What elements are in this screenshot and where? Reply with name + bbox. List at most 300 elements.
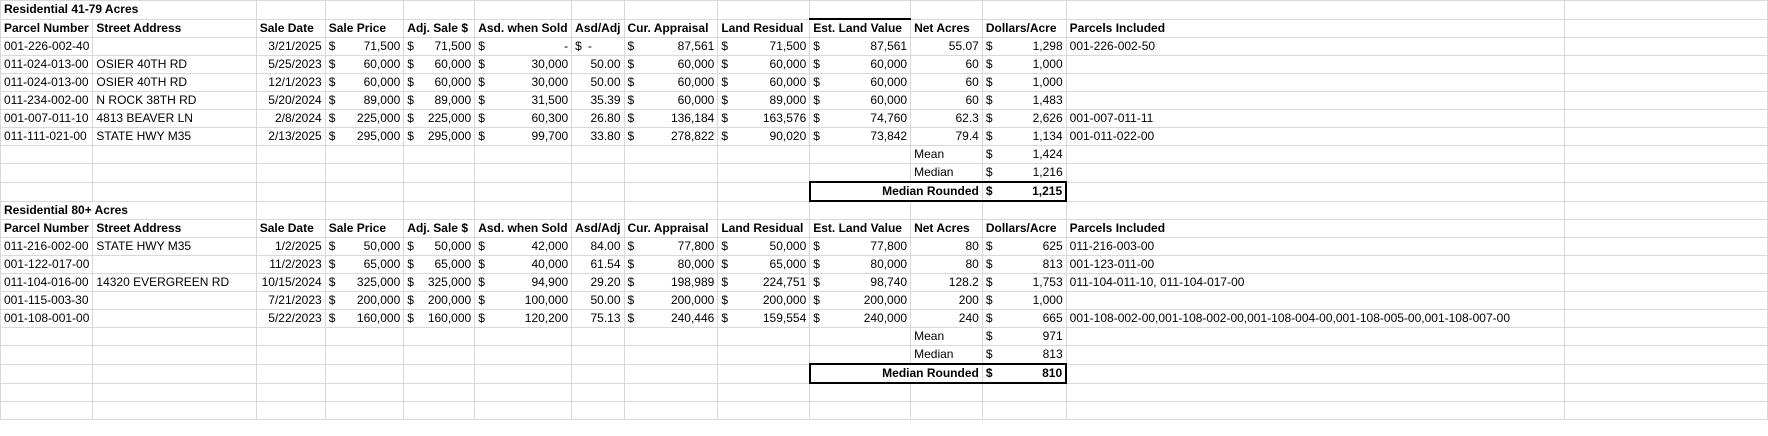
parcels-included-cell[interactable]: 001-226-002-50: [1066, 38, 1565, 56]
land-residual-cell[interactable]: [718, 74, 810, 92]
empty-cell[interactable]: [718, 383, 810, 402]
column-header[interactable]: Parcels Included: [1066, 19, 1565, 38]
empty-cell[interactable]: [1066, 328, 1565, 346]
empty-cell[interactable]: [93, 346, 256, 365]
empty-cell[interactable]: [1565, 346, 1768, 365]
column-header[interactable]: Street Address: [93, 19, 256, 38]
empty-cell[interactable]: [810, 1, 911, 20]
adj-sale-cell[interactable]: [404, 274, 475, 292]
est-land-value-cell[interactable]: [810, 92, 911, 110]
adj-sale-cell[interactable]: [404, 310, 475, 328]
column-header[interactable]: Sale Price: [325, 19, 404, 38]
land-residual-cell[interactable]: [718, 110, 810, 128]
column-header[interactable]: Dollars/Acre: [982, 220, 1066, 238]
empty-cell[interactable]: [1565, 1, 1768, 20]
empty-cell[interactable]: [256, 328, 325, 346]
empty-cell[interactable]: [404, 383, 475, 402]
parcels-included-cell[interactable]: 001-007-011-11: [1066, 110, 1565, 128]
empty-cell[interactable]: [911, 201, 983, 220]
adj-sale-cell[interactable]: [404, 110, 475, 128]
cur-appraisal-cell[interactable]: [624, 274, 718, 292]
column-header[interactable]: Dollars/Acre: [982, 19, 1066, 38]
empty-cell[interactable]: [624, 364, 718, 383]
empty-cell[interactable]: [624, 402, 718, 420]
empty-cell[interactable]: [475, 182, 572, 201]
asd-when-sold-cell[interactable]: [475, 128, 572, 146]
empty-cell[interactable]: [1565, 274, 1768, 292]
parcels-included-cell[interactable]: 001-108-002-00,001-108-002-00,001-108-004-00,001-108-005-00,001-108-007-00: [1066, 310, 1565, 328]
street-address-cell[interactable]: [93, 38, 256, 56]
empty-cell[interactable]: [624, 201, 718, 220]
net-acres-cell[interactable]: 80: [911, 238, 983, 256]
adj-sale-cell[interactable]: [404, 38, 475, 56]
median-rounded-label[interactable]: Median Rounded: [810, 364, 983, 383]
empty-cell[interactable]: [404, 164, 475, 183]
street-address-cell[interactable]: 4813 BEAVER LN: [93, 110, 256, 128]
empty-cell[interactable]: [572, 383, 624, 402]
empty-cell[interactable]: [1565, 182, 1768, 201]
empty-cell[interactable]: [624, 328, 718, 346]
empty-cell[interactable]: [982, 383, 1066, 402]
empty-cell[interactable]: [93, 164, 256, 183]
section-title[interactable]: Residential 41-79 Acres: [1, 1, 257, 20]
empty-cell[interactable]: [1066, 364, 1565, 383]
empty-cell[interactable]: [475, 1, 572, 20]
empty-cell[interactable]: [624, 1, 718, 20]
asd-adj-cell[interactable]: 29.20: [572, 274, 624, 292]
empty-cell[interactable]: [1, 164, 93, 183]
parcels-included-cell[interactable]: [1066, 56, 1565, 74]
empty-cell[interactable]: [1066, 1, 1565, 20]
empty-cell[interactable]: [1565, 310, 1768, 328]
asd-when-sold-cell[interactable]: [475, 74, 572, 92]
column-header[interactable]: Est. Land Value: [810, 220, 911, 238]
empty-cell[interactable]: [404, 402, 475, 420]
empty-cell[interactable]: [1565, 56, 1768, 74]
sale-price-cell[interactable]: [325, 310, 404, 328]
asd-adj-cell[interactable]: 50.00: [572, 292, 624, 310]
sale-price-cell[interactable]: [325, 238, 404, 256]
adj-sale-cell[interactable]: [404, 238, 475, 256]
empty-cell[interactable]: [1565, 74, 1768, 92]
empty-cell[interactable]: [475, 164, 572, 183]
empty-cell[interactable]: [1066, 146, 1565, 164]
empty-cell[interactable]: [325, 146, 404, 164]
column-header[interactable]: Cur. Appraisal: [624, 220, 718, 238]
empty-cell[interactable]: [404, 201, 475, 220]
parcel-number-cell[interactable]: 001-226-002-40: [1, 38, 93, 56]
column-header[interactable]: Sale Date: [256, 220, 325, 238]
empty-cell[interactable]: [1, 383, 93, 402]
net-acres-cell[interactable]: 55.07: [911, 38, 983, 56]
mean-value[interactable]: [982, 328, 1066, 346]
empty-cell[interactable]: [1565, 238, 1768, 256]
parcel-number-cell[interactable]: 001-007-011-10: [1, 110, 93, 128]
empty-cell[interactable]: [1565, 19, 1768, 38]
sale-date-cell[interactable]: 10/15/2024: [256, 274, 325, 292]
parcel-number-cell[interactable]: 011-104-016-00: [1, 274, 93, 292]
sale-price-cell[interactable]: [325, 92, 404, 110]
mean-label[interactable]: Mean: [911, 328, 983, 346]
cur-appraisal-cell[interactable]: [624, 292, 718, 310]
empty-cell[interactable]: [718, 402, 810, 420]
dollars-per-acre-cell[interactable]: [982, 92, 1066, 110]
cur-appraisal-cell[interactable]: [624, 74, 718, 92]
est-land-value-cell[interactable]: [810, 310, 911, 328]
est-land-value-cell[interactable]: [810, 256, 911, 274]
sale-price-cell[interactable]: [325, 128, 404, 146]
empty-cell[interactable]: [404, 1, 475, 20]
empty-cell[interactable]: [624, 146, 718, 164]
median-label[interactable]: Median: [911, 164, 983, 183]
est-land-value-cell[interactable]: [810, 128, 911, 146]
est-land-value-cell[interactable]: [810, 74, 911, 92]
est-land-value-cell[interactable]: [810, 56, 911, 74]
empty-cell[interactable]: [718, 146, 810, 164]
empty-cell[interactable]: [325, 364, 404, 383]
asd-adj-cell[interactable]: 50.00: [572, 56, 624, 74]
empty-cell[interactable]: [911, 383, 983, 402]
empty-cell[interactable]: [572, 402, 624, 420]
median-value[interactable]: [982, 164, 1066, 183]
adj-sale-cell[interactable]: [404, 56, 475, 74]
adj-sale-cell[interactable]: [404, 74, 475, 92]
sale-price-cell[interactable]: [325, 38, 404, 56]
empty-cell[interactable]: [718, 328, 810, 346]
adj-sale-cell[interactable]: [404, 292, 475, 310]
column-header[interactable]: Asd. when Sold: [475, 19, 572, 38]
empty-cell[interactable]: [1565, 164, 1768, 183]
empty-cell[interactable]: [810, 328, 911, 346]
empty-cell[interactable]: [911, 402, 983, 420]
est-land-value-cell[interactable]: [810, 38, 911, 56]
mean-value[interactable]: [982, 146, 1066, 164]
street-address-cell[interactable]: [93, 292, 256, 310]
net-acres-cell[interactable]: 79.4: [911, 128, 983, 146]
cur-appraisal-cell[interactable]: [624, 110, 718, 128]
empty-cell[interactable]: [1565, 292, 1768, 310]
column-header[interactable]: Street Address: [93, 220, 256, 238]
parcels-included-cell[interactable]: 011-216-003-00: [1066, 238, 1565, 256]
cur-appraisal-cell[interactable]: [624, 92, 718, 110]
asd-adj-cell[interactable]: 50.00: [572, 74, 624, 92]
empty-cell[interactable]: [325, 182, 404, 201]
empty-cell[interactable]: [1565, 201, 1768, 220]
dollars-per-acre-cell[interactable]: [982, 128, 1066, 146]
street-address-cell[interactable]: OSIER 40TH RD: [93, 56, 256, 74]
empty-cell[interactable]: [810, 383, 911, 402]
asd-when-sold-cell[interactable]: [475, 38, 572, 56]
empty-cell[interactable]: [93, 182, 256, 201]
asd-when-sold-cell[interactable]: [475, 310, 572, 328]
parcel-number-cell[interactable]: 001-122-017-00: [1, 256, 93, 274]
empty-cell[interactable]: [810, 146, 911, 164]
land-residual-cell[interactable]: [718, 56, 810, 74]
empty-cell[interactable]: [718, 346, 810, 365]
dollars-per-acre-cell[interactable]: [982, 38, 1066, 56]
parcel-number-cell[interactable]: 001-115-003-30: [1, 292, 93, 310]
adj-sale-cell[interactable]: [404, 92, 475, 110]
empty-cell[interactable]: [810, 164, 911, 183]
empty-cell[interactable]: [572, 364, 624, 383]
empty-cell[interactable]: [1066, 346, 1565, 365]
parcel-number-cell[interactable]: 011-024-013-00: [1, 56, 93, 74]
sale-date-cell[interactable]: 11/2/2023: [256, 256, 325, 274]
street-address-cell[interactable]: [93, 256, 256, 274]
column-header[interactable]: Est. Land Value: [810, 19, 911, 38]
empty-cell[interactable]: [624, 346, 718, 365]
empty-cell[interactable]: [810, 346, 911, 365]
column-header[interactable]: Land Residual: [718, 220, 810, 238]
empty-cell[interactable]: [718, 201, 810, 220]
empty-cell[interactable]: [1565, 92, 1768, 110]
empty-cell[interactable]: [1, 364, 93, 383]
asd-when-sold-cell[interactable]: [475, 292, 572, 310]
sale-date-cell[interactable]: 12/1/2023: [256, 74, 325, 92]
parcel-number-cell[interactable]: 001-108-001-00: [1, 310, 93, 328]
land-residual-cell[interactable]: [718, 128, 810, 146]
empty-cell[interactable]: [624, 182, 718, 201]
empty-cell[interactable]: [572, 146, 624, 164]
empty-cell[interactable]: [325, 346, 404, 365]
parcels-included-cell[interactable]: [1066, 92, 1565, 110]
empty-cell[interactable]: [93, 146, 256, 164]
cur-appraisal-cell[interactable]: [624, 310, 718, 328]
empty-cell[interactable]: [475, 364, 572, 383]
dollars-per-acre-cell[interactable]: [982, 238, 1066, 256]
empty-cell[interactable]: [404, 328, 475, 346]
empty-cell[interactable]: [475, 328, 572, 346]
column-header[interactable]: Parcels Included: [1066, 220, 1565, 238]
empty-cell[interactable]: [911, 1, 983, 20]
column-header[interactable]: Sale Price: [325, 220, 404, 238]
sale-date-cell[interactable]: 7/21/2023: [256, 292, 325, 310]
parcel-number-cell[interactable]: 011-216-002-00: [1, 238, 93, 256]
land-residual-cell[interactable]: [718, 256, 810, 274]
parcels-included-cell[interactable]: [1066, 292, 1565, 310]
empty-cell[interactable]: [325, 328, 404, 346]
cur-appraisal-cell[interactable]: [624, 128, 718, 146]
empty-cell[interactable]: [1, 182, 93, 201]
empty-cell[interactable]: [256, 383, 325, 402]
sale-price-cell[interactable]: [325, 256, 404, 274]
empty-cell[interactable]: [475, 346, 572, 365]
asd-adj-cell[interactable]: 35.39: [572, 92, 624, 110]
land-residual-cell[interactable]: [718, 292, 810, 310]
dollars-per-acre-cell[interactable]: [982, 274, 1066, 292]
sale-price-cell[interactable]: [325, 74, 404, 92]
sale-date-cell[interactable]: 2/8/2024: [256, 110, 325, 128]
est-land-value-cell[interactable]: [810, 274, 911, 292]
parcel-number-cell[interactable]: 011-234-002-00: [1, 92, 93, 110]
empty-cell[interactable]: [982, 402, 1066, 420]
column-header[interactable]: Asd/Adj: [572, 19, 624, 38]
empty-cell[interactable]: [404, 346, 475, 365]
est-land-value-cell[interactable]: [810, 110, 911, 128]
cur-appraisal-cell[interactable]: [624, 38, 718, 56]
sale-price-cell[interactable]: [325, 56, 404, 74]
empty-cell[interactable]: [256, 1, 325, 20]
empty-cell[interactable]: [256, 146, 325, 164]
empty-cell[interactable]: [256, 164, 325, 183]
asd-adj-cell[interactable]: [572, 38, 624, 56]
net-acres-cell[interactable]: 62.3: [911, 110, 983, 128]
empty-cell[interactable]: [572, 201, 624, 220]
median-rounded-value[interactable]: [982, 182, 1066, 201]
empty-cell[interactable]: [93, 364, 256, 383]
median-label[interactable]: Median: [911, 346, 983, 365]
empty-cell[interactable]: [475, 383, 572, 402]
empty-cell[interactable]: [624, 164, 718, 183]
median-value[interactable]: [982, 346, 1066, 365]
empty-cell[interactable]: [1565, 38, 1768, 56]
empty-cell[interactable]: [256, 182, 325, 201]
dollars-per-acre-cell[interactable]: [982, 292, 1066, 310]
net-acres-cell[interactable]: 80: [911, 256, 983, 274]
empty-cell[interactable]: [718, 1, 810, 20]
empty-cell[interactable]: [1066, 201, 1565, 220]
empty-cell[interactable]: [325, 383, 404, 402]
column-header[interactable]: Asd/Adj: [572, 220, 624, 238]
empty-cell[interactable]: [325, 1, 404, 20]
net-acres-cell[interactable]: 60: [911, 74, 983, 92]
empty-cell[interactable]: [810, 402, 911, 420]
empty-cell[interactable]: [404, 182, 475, 201]
empty-cell[interactable]: [93, 383, 256, 402]
street-address-cell[interactable]: OSIER 40TH RD: [93, 74, 256, 92]
dollars-per-acre-cell[interactable]: [982, 74, 1066, 92]
empty-cell[interactable]: [572, 182, 624, 201]
empty-cell[interactable]: [718, 164, 810, 183]
empty-cell[interactable]: [475, 201, 572, 220]
est-land-value-cell[interactable]: [810, 292, 911, 310]
empty-cell[interactable]: [1565, 256, 1768, 274]
dollars-per-acre-cell[interactable]: [982, 256, 1066, 274]
median-rounded-value[interactable]: [982, 364, 1066, 383]
column-header[interactable]: Adj. Sale $: [404, 19, 475, 38]
empty-cell[interactable]: [256, 201, 325, 220]
section-title[interactable]: Residential 80+ Acres: [1, 201, 257, 220]
net-acres-cell[interactable]: 200: [911, 292, 983, 310]
street-address-cell[interactable]: STATE HWY M35: [93, 128, 256, 146]
land-residual-cell[interactable]: [718, 274, 810, 292]
asd-when-sold-cell[interactable]: [475, 56, 572, 74]
empty-cell[interactable]: [325, 201, 404, 220]
street-address-cell[interactable]: N ROCK 38TH RD: [93, 92, 256, 110]
empty-cell[interactable]: [325, 402, 404, 420]
cur-appraisal-cell[interactable]: [624, 56, 718, 74]
land-residual-cell[interactable]: [718, 38, 810, 56]
asd-adj-cell[interactable]: 84.00: [572, 238, 624, 256]
dollars-per-acre-cell[interactable]: [982, 56, 1066, 74]
column-header[interactable]: Cur. Appraisal: [624, 19, 718, 38]
empty-cell[interactable]: [810, 201, 911, 220]
empty-cell[interactable]: [624, 383, 718, 402]
street-address-cell[interactable]: 14320 EVERGREEN RD: [93, 274, 256, 292]
empty-cell[interactable]: [1, 328, 93, 346]
empty-cell[interactable]: [475, 402, 572, 420]
column-header[interactable]: Sale Date: [256, 19, 325, 38]
net-acres-cell[interactable]: 60: [911, 92, 983, 110]
street-address-cell[interactable]: STATE HWY M35: [93, 238, 256, 256]
sale-date-cell[interactable]: 2/13/2025: [256, 128, 325, 146]
empty-cell[interactable]: [404, 364, 475, 383]
empty-cell[interactable]: [1, 402, 93, 420]
net-acres-cell[interactable]: 60: [911, 56, 983, 74]
empty-cell[interactable]: [982, 1, 1066, 20]
empty-cell[interactable]: [718, 364, 810, 383]
empty-cell[interactable]: [325, 164, 404, 183]
empty-cell[interactable]: [718, 182, 810, 201]
empty-cell[interactable]: [93, 402, 256, 420]
adj-sale-cell[interactable]: [404, 256, 475, 274]
parcels-included-cell[interactable]: [1066, 74, 1565, 92]
parcels-included-cell[interactable]: 001-123-011-00: [1066, 256, 1565, 274]
asd-adj-cell[interactable]: 33.80: [572, 128, 624, 146]
column-header[interactable]: Land Residual: [718, 19, 810, 38]
dollars-per-acre-cell[interactable]: [982, 310, 1066, 328]
empty-cell[interactable]: [572, 346, 624, 365]
asd-when-sold-cell[interactable]: [475, 238, 572, 256]
empty-cell[interactable]: [1066, 182, 1565, 201]
column-header[interactable]: Net Acres: [911, 19, 983, 38]
empty-cell[interactable]: [1066, 383, 1565, 402]
sale-price-cell[interactable]: [325, 274, 404, 292]
median-rounded-label[interactable]: Median Rounded: [810, 182, 983, 201]
asd-when-sold-cell[interactable]: [475, 92, 572, 110]
empty-cell[interactable]: [256, 346, 325, 365]
net-acres-cell[interactable]: 240: [911, 310, 983, 328]
asd-adj-cell[interactable]: 61.54: [572, 256, 624, 274]
empty-cell[interactable]: [1066, 402, 1565, 420]
empty-cell[interactable]: [572, 328, 624, 346]
land-residual-cell[interactable]: [718, 310, 810, 328]
empty-cell[interactable]: [256, 364, 325, 383]
asd-when-sold-cell[interactable]: [475, 274, 572, 292]
sale-date-cell[interactable]: 5/25/2023: [256, 56, 325, 74]
street-address-cell[interactable]: [93, 310, 256, 328]
empty-cell[interactable]: [404, 146, 475, 164]
dollars-per-acre-cell[interactable]: [982, 110, 1066, 128]
column-header[interactable]: Asd. when Sold: [475, 220, 572, 238]
asd-when-sold-cell[interactable]: [475, 110, 572, 128]
land-residual-cell[interactable]: [718, 92, 810, 110]
cur-appraisal-cell[interactable]: [624, 256, 718, 274]
parcel-number-cell[interactable]: 011-111-021-00: [1, 128, 93, 146]
column-header[interactable]: Parcel Number: [1, 19, 93, 38]
parcels-included-cell[interactable]: 011-104-011-10, 011-104-017-00: [1066, 274, 1565, 292]
column-header[interactable]: Parcel Number: [1, 220, 93, 238]
sale-date-cell[interactable]: 1/2/2025: [256, 238, 325, 256]
net-acres-cell[interactable]: 128.2: [911, 274, 983, 292]
sale-date-cell[interactable]: 3/21/2025: [256, 38, 325, 56]
sale-date-cell[interactable]: 5/20/2024: [256, 92, 325, 110]
land-residual-cell[interactable]: [718, 238, 810, 256]
empty-cell[interactable]: [1565, 383, 1768, 402]
sale-price-cell[interactable]: [325, 292, 404, 310]
empty-cell[interactable]: [1565, 364, 1768, 383]
empty-cell[interactable]: [1066, 164, 1565, 183]
empty-cell[interactable]: [1565, 128, 1768, 146]
column-header[interactable]: Adj. Sale $: [404, 220, 475, 238]
mean-label[interactable]: Mean: [911, 146, 983, 164]
asd-when-sold-cell[interactable]: [475, 256, 572, 274]
empty-cell[interactable]: [572, 1, 624, 20]
empty-cell[interactable]: [1565, 402, 1768, 420]
empty-cell[interactable]: [572, 164, 624, 183]
empty-cell[interactable]: [1565, 146, 1768, 164]
empty-cell[interactable]: [1, 146, 93, 164]
